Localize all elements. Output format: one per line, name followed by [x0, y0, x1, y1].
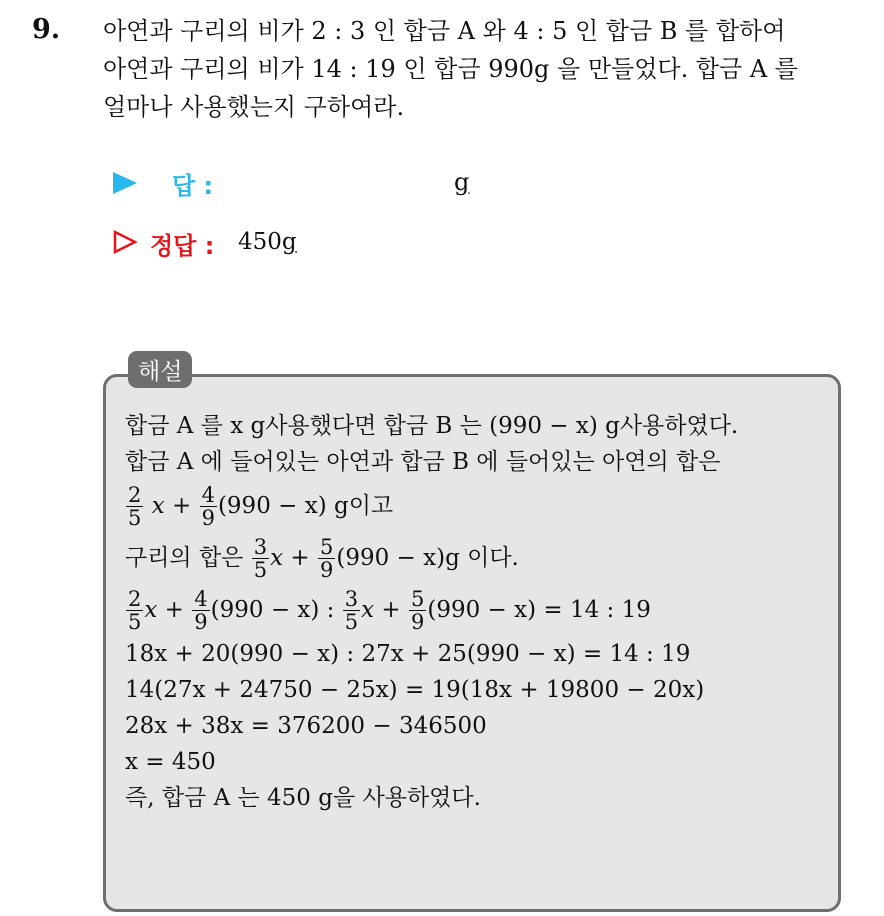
solution-line: 28x + 38x = 376200 − 346500 — [125, 713, 487, 739]
fraction: $\frac{4}{9}$ — [194, 586, 208, 634]
solution-line: 18x + 20(990 − x) : 27x + 25(990 − x) = 14 : 19 — [125, 641, 691, 667]
question-line: 얼마나 사용했는지 구하여라. — [103, 93, 405, 121]
solution-line: x = 450 — [125, 749, 216, 775]
solution-line: 구리의 합은 $\frac{3}{5}$ x + $\frac{5}{9}$ (990 − x)g 이다. — [125, 534, 519, 582]
fraction: $\frac{5}{9}$ — [319, 534, 334, 582]
question-number: 9. — [32, 14, 61, 45]
solution-line: 합금 A 를 x g사용했다면 합금 B 는 (990 − x) g사용하였다. — [125, 413, 739, 439]
solution-line: 합금 A 에 들어있는 아연과 합금 B 에 들어있는 아연의 합은 — [125, 449, 721, 475]
question-line: 아연과 구리의 비가 2 : 3 인 합금 A 와 4 : 5 인 합금 B 를 합하여 — [103, 17, 786, 45]
solution-text: (990 − x)g 이다. — [336, 545, 519, 571]
correct-answer-unit: g — [281, 229, 297, 255]
fraction: $\frac{2}{5}$ — [128, 586, 142, 634]
question-line: 아연과 구리의 비가 14 : 19 인 합금 990g 을 만들었다. 합금 A 를 — [103, 55, 798, 83]
solution-text: 구리의 합은 — [125, 545, 244, 571]
correct-answer-value — [238, 229, 297, 255]
correct-answer-label: 정답 : — [150, 232, 215, 260]
answer-label: 답 : — [172, 172, 214, 200]
solution-text: (990 − x) : — [210, 597, 335, 623]
triangle-outline-icon — [112, 229, 138, 255]
solution-line: 즉, 합금 A 는 450 g을 사용하였다. — [125, 785, 481, 811]
solution-content — [125, 408, 738, 816]
answer-row[interactable] — [110, 166, 510, 200]
question-text — [103, 12, 863, 126]
solution-line: 14(27x + 24750 − 25x) = 19(18x + 19800 − 20x) — [125, 677, 705, 703]
answer-unit: g — [454, 168, 470, 196]
solution-line: $\frac{2}{5}$ x + $\frac{4}{9}$ (990 − x) : $\frac{3}{5}$ x + $\frac{5}{9}$ (990 − x) = 14 : 19 — [128, 586, 651, 634]
fraction: $\frac{5}{9}$ — [411, 586, 425, 634]
fraction: $\frac{2}{5}$ — [128, 482, 142, 530]
solution-text: (990 − x) = 14 : 19 — [427, 597, 651, 623]
fraction: $\frac{3}{5}$ — [253, 534, 268, 582]
solution-title: 해설 — [128, 351, 192, 388]
correct-answer-row — [110, 226, 510, 260]
solution-text: (990 − x) g이고 — [217, 493, 394, 519]
correct-answer-number: 450 — [238, 229, 282, 255]
solution-line: $\frac{2}{5}$ x + $\frac{4}{9}$ (990 − x) g이고 — [128, 482, 394, 530]
fraction: $\frac{4}{9}$ — [201, 482, 215, 530]
fraction: $\frac{3}{5}$ — [344, 586, 359, 634]
play-icon — [113, 172, 137, 194]
